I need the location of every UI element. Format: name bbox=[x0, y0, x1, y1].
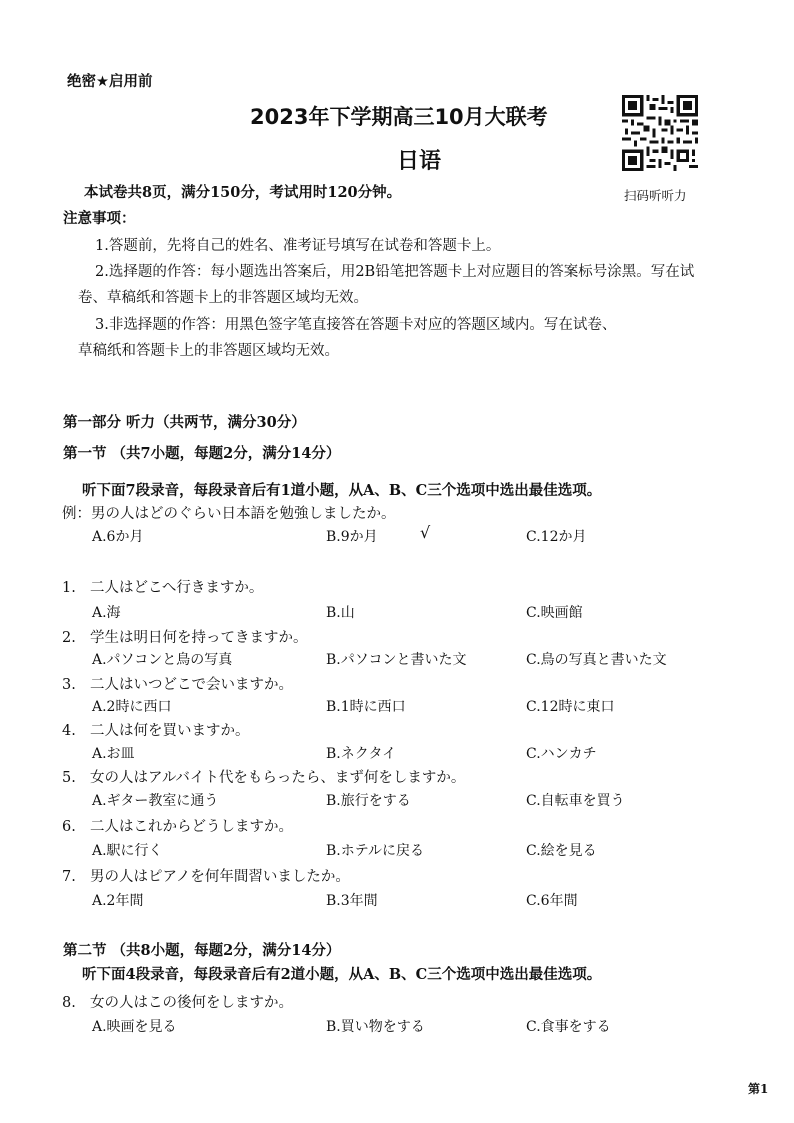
question-text: 男の人はピアノを何年間習いましたか。 bbox=[90, 869, 350, 885]
question-text: 学生は明日何を持ってきますか。 bbox=[90, 630, 308, 646]
q5-option-b[interactable]: B.旅行をする bbox=[326, 793, 411, 809]
question-text: 二人はいつどこで会いますか。 bbox=[90, 677, 293, 693]
question-number: 8. bbox=[62, 995, 76, 1011]
q7-option-a[interactable]: A.2年間 bbox=[92, 893, 144, 909]
exam-title: 2023年下学期高三10月大联考 bbox=[250, 105, 548, 129]
qr-code-label: 扫码听听力 bbox=[624, 188, 687, 203]
question-number: 2. bbox=[62, 630, 76, 646]
q5-option-c[interactable]: C.自転車を買う bbox=[526, 793, 625, 809]
question-3 bbox=[62, 673, 293, 694]
question-number: 7. bbox=[62, 869, 76, 885]
exam-subject: 日语 bbox=[397, 149, 442, 174]
question-2 bbox=[62, 626, 308, 647]
q3-option-a[interactable]: A.2時に西口 bbox=[92, 699, 172, 715]
q8-option-c[interactable]: C.食事をする bbox=[526, 1019, 611, 1035]
question-6 bbox=[62, 815, 293, 836]
confidential-label: 绝密★启用前 bbox=[67, 74, 153, 90]
q6-option-a[interactable]: A.駅に行く bbox=[92, 843, 163, 859]
qr-code-icon[interactable] bbox=[622, 95, 698, 171]
page-number: 第1 bbox=[748, 1082, 769, 1096]
section1-heading: 第一节 （共7小题，每题2分，满分14分） bbox=[63, 445, 341, 462]
question-number: 6. bbox=[62, 819, 76, 835]
question-text: 二人はどこへ行きますか。 bbox=[90, 580, 264, 596]
example-option-a: A.6か月 bbox=[92, 529, 144, 545]
q2-option-b[interactable]: B.パソコンと書いた文 bbox=[326, 652, 467, 668]
q7-option-c[interactable]: C.6年間 bbox=[526, 893, 578, 909]
question-number: 4. bbox=[62, 723, 76, 739]
q4-option-c[interactable]: C.ハンカチ bbox=[526, 746, 597, 762]
note-line-1: 1.答题前，先将自己的姓名、准考证号填写在试卷和答题卡上。 bbox=[95, 238, 501, 254]
section2-instruction: 听下面4段录音，每段录音后有2道小题，从A、B、C三个选项中选出最佳选项。 bbox=[82, 966, 602, 983]
question-number: 5. bbox=[62, 770, 76, 786]
section2-heading: 第二节 （共8小题，每题2分，满分14分） bbox=[63, 942, 341, 959]
q8-option-b[interactable]: B.買い物をする bbox=[326, 1019, 425, 1035]
question-text: 二人はこれからどうしますか。 bbox=[90, 819, 293, 835]
exam-info: 本试卷共8页，满分150分，考试用时120分钟。 bbox=[84, 184, 402, 201]
question-text: 女の人はアルバイト代をもらったら、まず何をしますか。 bbox=[90, 770, 466, 786]
example-question: 例：男の人はどのぐらい日本語を勉強しましたか。 bbox=[62, 506, 396, 522]
q1-option-b[interactable]: B.山 bbox=[326, 605, 355, 621]
q4-option-a[interactable]: A.お皿 bbox=[92, 746, 135, 762]
q3-option-b[interactable]: B.1時に西口 bbox=[326, 699, 406, 715]
note-line-5: 草稿纸和答题卡上的非答题区域均无效。 bbox=[78, 343, 339, 359]
q6-option-c[interactable]: C.絵を見る bbox=[526, 843, 597, 859]
question-number: 3. bbox=[62, 677, 76, 693]
notes-heading: 注意事项： bbox=[63, 210, 136, 227]
example-answer-check: √ bbox=[420, 523, 431, 542]
q4-option-b[interactable]: B.ネクタイ bbox=[326, 746, 397, 762]
question-7 bbox=[62, 865, 350, 886]
section1-instruction: 听下面7段录音，每段录音后有1道小题，从A、B、C三个选项中选出最佳选项。 bbox=[82, 482, 602, 499]
question-8 bbox=[62, 991, 293, 1012]
q1-option-a[interactable]: A.海 bbox=[92, 605, 121, 621]
q3-option-c[interactable]: C.12時に東口 bbox=[526, 699, 615, 715]
question-number: 1. bbox=[62, 580, 76, 596]
q7-option-b[interactable]: B.3年間 bbox=[326, 893, 378, 909]
note-line-4: 3.非选择题的作答：用黑色签字笔直接答在答题卡对应的答题区域内。写在试卷、 bbox=[95, 317, 617, 333]
part1-heading: 第一部分 听力（共两节，满分30分） bbox=[63, 414, 306, 431]
question-5 bbox=[62, 766, 465, 787]
q5-option-a[interactable]: A.ギター教室に通う bbox=[92, 793, 219, 809]
q2-option-c[interactable]: C.鳥の写真と書いた文 bbox=[526, 652, 667, 668]
example-option-c: C.12か月 bbox=[526, 529, 587, 545]
q1-option-c[interactable]: C.映画館 bbox=[526, 605, 583, 621]
q6-option-b[interactable]: B.ホテルに戻る bbox=[326, 843, 425, 859]
question-4 bbox=[62, 719, 250, 740]
note-line-2: 2.选择题的作答：每小题选出答案后，用2B铅笔把答题卡上对应题目的答案标号涂黑。写在试 bbox=[95, 264, 695, 280]
q8-option-a[interactable]: A.映画を見る bbox=[92, 1019, 177, 1035]
q2-option-a[interactable]: A.パソコンと鳥の写真 bbox=[92, 652, 233, 668]
note-line-3: 卷、草稿纸和答题卡上的非答题区域均无效。 bbox=[78, 290, 368, 306]
question-text: 女の人はこの後何をしますか。 bbox=[90, 995, 293, 1011]
example-option-b: B.9か月 bbox=[326, 529, 378, 545]
question-text: 二人は何を買いますか。 bbox=[90, 723, 250, 739]
question-1 bbox=[62, 576, 263, 597]
